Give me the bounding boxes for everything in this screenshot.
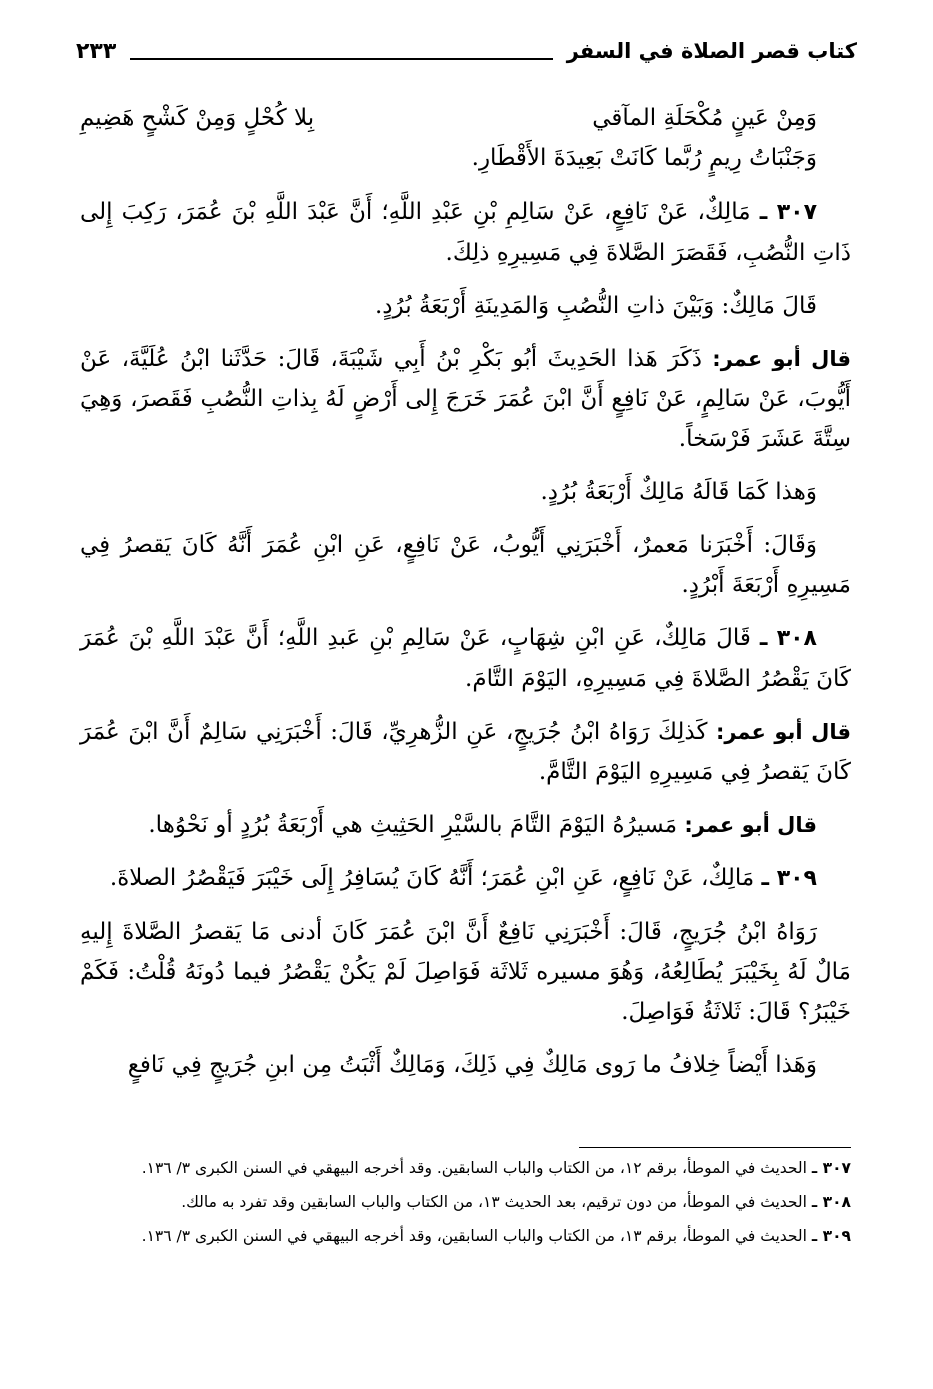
verse-hemistich-left: بِلا كُحْلٍ وَمِنْ كَشْحٍ هَضِيمِ xyxy=(80,105,315,131)
hadith-text: مَالِكٌ، عَنْ نَافِعٍ، عَنِ ابْنِ عُمَرَ؛ أَنَّهُ كَانَ يُسَافِرُ إِلَى خَيْبَرَ فَيَقْصُرُ الصلاةَ. xyxy=(109,865,755,891)
footnote-number: ٣٠٨ ـ xyxy=(811,1193,851,1211)
footnote-number: ٣٠٩ ـ xyxy=(811,1227,851,1245)
hadith-number: ٣٠٨ ـ xyxy=(759,626,817,651)
footnote-number: ٣٠٧ ـ xyxy=(811,1159,851,1177)
hadith-309 xyxy=(80,858,851,899)
header-rule xyxy=(130,58,552,60)
running-header xyxy=(76,36,857,66)
footnote-text: الحديث في الموطأ، برقم ١٢، من الكتاب والباب السابقين. وقد أخرجه البيهقي في السنن الكبرى ٣/ ١٣٦. xyxy=(141,1159,807,1177)
speaker-label: قال أبو عمر: xyxy=(715,720,852,744)
verse-line-2: وَجَنْبَاتُ رِيمٍ رُبَّما كَانَتْ بَعِيدَةَ الأَقْطَارِ. xyxy=(471,145,817,171)
paragraph: وَهَذا أَيْضاً خِلافُ ما رَوى مَالِكٌ فِي ذَلِكَ، وَمَالِكٌ أَثْبَتُ مِن ابنِ جُرَيجٍ فِي نَافعٍ xyxy=(127,1052,817,1078)
commentary-paragraph xyxy=(80,339,851,459)
commentary-paragraph xyxy=(80,805,851,845)
footnote-separator xyxy=(579,1147,851,1148)
hadith-text: قَالَ مَالِكٌ، عَنِ ابْنِ شِهَابٍ، عَنْ سَالِمِ بْنِ عَبدِ اللَّهِ؛ أَنَّ عَبْدَ اللَّهِ بْنَ عُمَرَ كَانَ يَقْصُرُ الصَّلاةَ فِي مَسِيرِهِ، اليَوْمَ التَّامَ. xyxy=(80,625,851,692)
footnote xyxy=(80,1189,851,1215)
hadith-number: ٣٠٧ ـ xyxy=(759,200,818,225)
paragraph: وَهذا كَمَا قَالَهُ مَالِكٌ أَرْبَعَةُ بُرُدٍ. xyxy=(540,479,817,505)
commentary-text: مَسيرُهُ اليَوْمَ التَّامَ بالسَّيْرِ الحَثِيثِ هي أَرْبَعَةُ بُرُدٍ أو نَحْوُها. xyxy=(148,812,678,838)
paragraph: قَالَ مَالِكٌ: وَبَيْنَ ذاتِ النُّصُبِ وَالمَدِينَةِ أَرْبَعَةُ بُرُدٍ. xyxy=(375,293,817,319)
footnote-text: الحديث في الموطأ، برقم ١٣، من الكتاب والباب السابقين، وقد أخرجه البيهقي في السنن الكبرى ٣/ ١٣٦. xyxy=(141,1227,807,1245)
poem-verse xyxy=(80,98,851,138)
verse-hemistich-right: وَمِنْ عَينٍ مُكْحَلَةِ المآقي xyxy=(592,105,817,131)
hadith-text: مَالِكٌ، عَنْ نَافِعٍ، عَنْ سَالِمِ بْنِ عَبْدِ اللَّهِ؛ أَنَّ عَبْدَ اللَّهِ بْنَ عُمَرَ، رَكِبَ إِلى ذَاتِ النُّصُبِ، فَقَصَرَ الصَّلاةَ فِي مَسِيرِهِ ذلِكَ. xyxy=(80,199,851,266)
footnotes xyxy=(80,1155,851,1257)
speaker-label: قال أبو عمر: xyxy=(684,813,817,837)
page-number: ٢٣٣ xyxy=(76,38,117,64)
hadith-308 xyxy=(80,618,851,699)
book-title: كتاب قصر الصلاة في السفر xyxy=(566,39,857,63)
hadith-307 xyxy=(80,192,851,273)
footnote-text: الحديث في الموطأ، من دون ترقيم، بعد الحديث ١٣، من الكتاب والباب السابقين وقد تفرد به مالك. xyxy=(181,1193,807,1211)
footnote xyxy=(80,1155,851,1181)
main-text xyxy=(80,98,851,1098)
footnote xyxy=(80,1223,851,1249)
commentary-paragraph xyxy=(80,712,851,792)
commentary-text: كَذلِكَ رَوَاهُ ابْنُ جُرَيجٍ، عَنِ الزُّهرِيِّ، قَالَ: أَخْبَرَنِي سَالِمٌ أَنَّ ابْنَ عُمَرَ كَانَ يَقصرُ فِي مَسِيرِهِ اليَوْمَ التَّامَّ. xyxy=(80,719,851,785)
paragraph: وَقَالَ: أَخْبَرَنا مَعمرٌ، أَخْبَرَنِي أَيُّوبُ، عَنْ نَافِعٍ، عَنِ ابْنِ عُمَرَ أَنَّهُ كَانَ يَقصرُ فِي مَسِيرِهِ أَرْبَعَةَ أَبْرُدٍ. xyxy=(80,532,851,598)
paragraph: رَوَاهُ ابْنُ جُرَيجٍ، قَالَ: أَخْبَرَنِي نَافِعٌ أَنَّ ابْنَ عُمَرَ كَانَ أدنى مَا يَقصرُ الصَّلاةَ إِليهِ مَالٌ لَهُ بِخَيْبَرَ يُطَالِعُهُ، وَهُوَ مسيره ثَلاثَة فَوَاصِلَ لَمْ يَكُنْ يَقْصُرُ فيما دُونَهُ قُلْتُ: فَكَمْ خَيْبَرُ؟ قَالَ: ثَلاثَةُ فَوَاصِلَ. xyxy=(80,919,851,1025)
commentary-text: ذَكَرَ هَذا الحَدِيثَ أبُو بَكْرِ بْنُ أَبِي شَيْبَةَ، قَالَ: حَدَّثَنا ابْنُ عُلَيَّةَ، عَنْ أَيُّوبَ، عَنْ سَالِمٍ، عَنْ نَافِعٍ أَنَّ ابْنَ عُمَرَ خَرَجَ إِلى أَرْضٍ لَهُ بِذاتِ النُّصُبِ فَقَصرَ، وَهِيَ سِتَّةَ عَشَرَ فَرْسَخاً. xyxy=(80,346,851,452)
speaker-label: قال أبو عمر: xyxy=(712,347,851,371)
hadith-number: ٣٠٩ ـ xyxy=(761,866,817,891)
